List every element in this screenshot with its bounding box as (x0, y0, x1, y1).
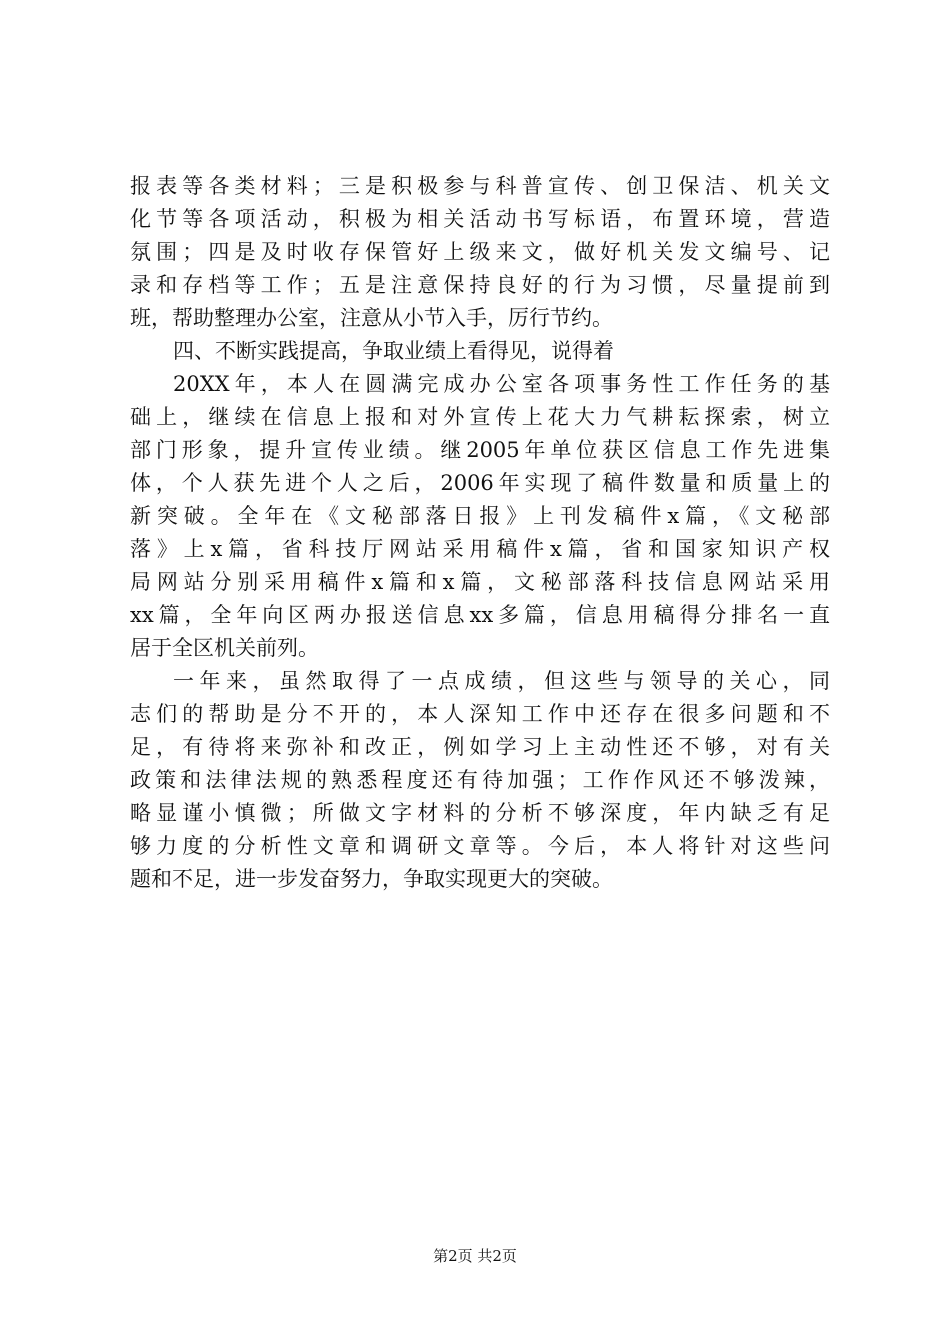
text-line: 政策和法律法规的熟悉程度还有待加强；工作作风还不够泼辣， (130, 768, 830, 792)
text-line: 部门形象，提升宣传业绩。继2005年单位获区信息工作先进集 (130, 438, 830, 462)
text-line: 略显谨小慎微；所做文字材料的分析不够深度，年内缺乏有足 (130, 801, 830, 825)
text-line: 新突破。全年在《文秘部落日报》上刊发稿件x篇，《文秘部 (130, 504, 830, 528)
text-line: 落》上x篇，省科技厅网站采用稿件x篇，省和国家知识产权 (130, 537, 830, 561)
text-line: 局网站分别采用稿件x篇和x篇，文秘部落科技信息网站采用 (130, 570, 830, 594)
text-line: 20XX年，本人在圆满完成办公室各项事务性工作任务的基 (173, 372, 830, 396)
document-body (130, 170, 830, 896)
section-heading: 四、不断实践提高，争取业绩上看得见，说得着 (173, 339, 614, 363)
text-line: 够力度的分析性文章和调研文章等。今后，本人将针对这些问 (130, 834, 830, 858)
text-line: xx篇，全年向区两办报送信息xx多篇，信息用稿得分排名一直 (130, 603, 830, 627)
text-line: 体，个人获先进个人之后，2006年实现了稿件数量和质量上的 (130, 471, 830, 495)
page-number-footer: 第2页 共2页 (433, 1247, 517, 1265)
text-line: 录和存档等工作；五是注意保持良好的行为习惯，尽量提前到 (130, 273, 830, 297)
text-line: 础上，继续在信息上报和对外宣传上花大力气耕耘探索，树立 (130, 405, 830, 429)
text-line: 题和不足，进一步发奋努力，争取实现更大的突破。 (130, 867, 613, 891)
text-line: 一年来，虽然取得了一点成绩，但这些与领导的关心，同 (173, 669, 830, 693)
text-line: 氛围；四是及时收存保管好上级来文，做好机关发文编号、记 (130, 240, 830, 264)
text-line: 居于全区机关前列。 (130, 636, 319, 660)
text-line: 报表等各类材料；三是积极参与科普宣传、创卫保洁、机关文 (130, 174, 830, 198)
text-line: 足，有待将来弥补和改正，例如学习上主动性还不够，对有关 (130, 735, 830, 759)
text-line: 班，帮助整理办公室，注意从小节入手，厉行节约。 (130, 306, 613, 330)
text-line: 志们的帮助是分不开的，本人深知工作中还存在很多问题和不 (130, 702, 830, 726)
text-line: 化节等各项活动，积极为相关活动书写标语，布置环境，营造 (130, 207, 830, 231)
